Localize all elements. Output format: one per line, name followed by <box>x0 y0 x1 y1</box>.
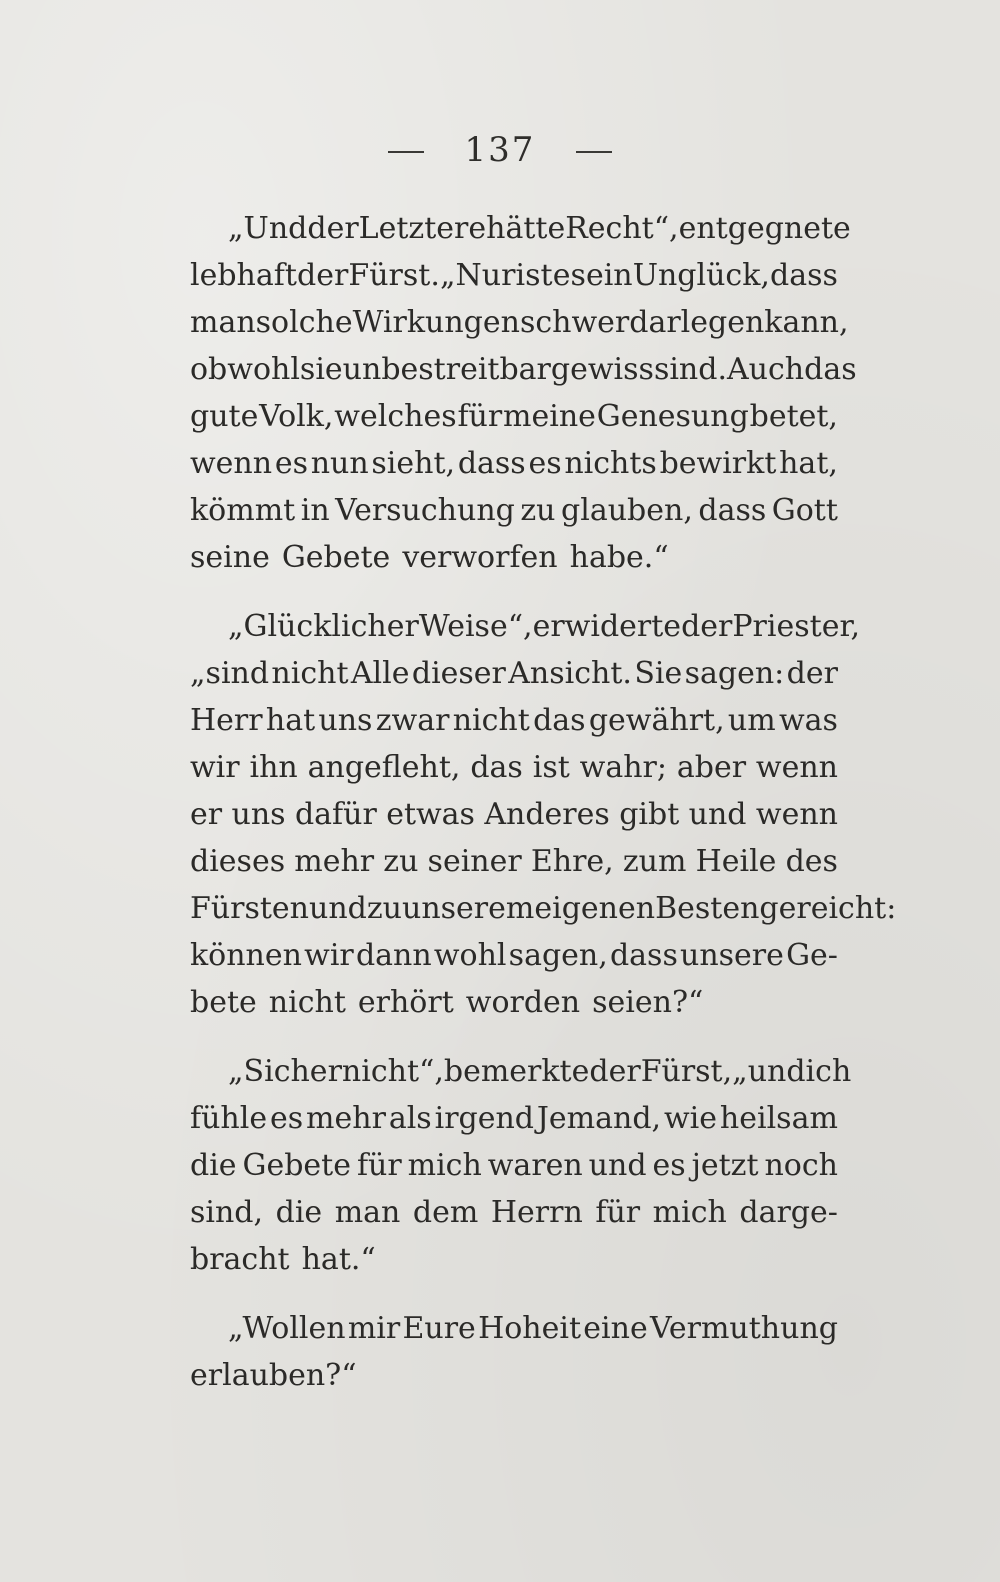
word: nicht“, <box>341 1054 444 1089</box>
word: waren <box>487 1148 583 1183</box>
word: Gebete <box>281 540 391 575</box>
word: das <box>804 352 857 387</box>
word: Gebete <box>242 1148 351 1183</box>
word: es <box>274 446 308 481</box>
word: sagen, <box>508 938 608 973</box>
word: dass <box>609 938 678 973</box>
word: dass <box>698 493 767 528</box>
word: sind. <box>653 352 727 387</box>
word: die <box>190 1148 237 1183</box>
text-line <box>190 393 838 440</box>
word: nicht <box>268 985 346 1020</box>
paragraph-gap <box>190 581 838 603</box>
text-line <box>190 1352 838 1399</box>
word: unsere <box>680 938 784 973</box>
text-line <box>190 346 857 393</box>
word: ihn <box>249 750 298 785</box>
word: Genesung <box>596 399 749 434</box>
word: er <box>190 797 223 832</box>
word: der <box>307 211 359 246</box>
word: „Glücklicher <box>228 609 419 644</box>
word: der <box>681 609 733 644</box>
word: kann, <box>764 305 849 340</box>
word: das <box>470 750 523 785</box>
word: wir <box>190 750 240 785</box>
text-line <box>190 791 838 838</box>
word: können <box>190 938 302 973</box>
word: uns <box>318 703 373 738</box>
word: zu <box>366 891 403 926</box>
word: Gott <box>771 493 838 528</box>
word: man <box>190 305 256 340</box>
word: glauben, <box>561 493 693 528</box>
word: Recht“, <box>565 211 679 246</box>
word: zu <box>383 844 419 879</box>
word: habe.“ <box>569 540 669 575</box>
page-number: 137 <box>464 130 536 170</box>
word: Vermuthung <box>649 1311 838 1346</box>
word: wenn <box>755 797 838 832</box>
word: kömmt <box>190 493 296 528</box>
word: sie <box>299 352 343 387</box>
paragraph-gap <box>190 1283 838 1305</box>
word: mich <box>652 1195 727 1230</box>
text-line <box>190 932 838 979</box>
word: nichts <box>564 446 657 481</box>
header-dash-right <box>576 151 612 153</box>
word: dass <box>457 446 526 481</box>
word: aber <box>676 750 747 785</box>
word: und <box>588 1148 647 1183</box>
word: des <box>785 844 838 879</box>
word: Alle <box>350 656 410 691</box>
word: wohl <box>433 938 507 973</box>
word: nicht <box>271 656 349 691</box>
word: es <box>652 1148 686 1183</box>
word: dafür <box>294 797 377 832</box>
word: zu <box>520 493 556 528</box>
word: Unglück, <box>632 258 770 293</box>
text-line <box>190 252 838 299</box>
word: Fürst, <box>640 1054 733 1089</box>
word: Hoheit <box>478 1311 582 1346</box>
word: und <box>309 891 367 926</box>
word: „und <box>732 1054 806 1089</box>
word: dieser <box>411 656 506 691</box>
word: „sind <box>190 656 270 691</box>
word: entgegnete <box>678 211 851 246</box>
word: Weise“, <box>418 609 533 644</box>
word: erhört <box>357 985 454 1020</box>
word: Fürst. <box>348 258 440 293</box>
word: gute <box>190 399 259 434</box>
word: wahr; <box>579 750 667 785</box>
word: „Nur <box>439 258 516 293</box>
word: angefleht, <box>307 750 461 785</box>
word: zum <box>622 844 687 879</box>
text-line <box>190 487 838 534</box>
word: mehr <box>294 844 375 879</box>
text-line <box>190 1236 838 1283</box>
word: „Sicher <box>228 1054 342 1089</box>
page-header <box>0 130 1000 170</box>
word: solche <box>255 305 353 340</box>
word: seine <box>190 540 270 575</box>
word: ein <box>585 258 633 293</box>
word: dass <box>770 258 838 293</box>
word: wenn <box>755 750 838 785</box>
word: etwas <box>386 797 475 832</box>
word: dieses <box>190 844 286 879</box>
word: darlegen <box>629 305 765 340</box>
text-line <box>190 1305 838 1352</box>
word: uns <box>231 797 286 832</box>
word: nun <box>310 446 369 481</box>
word: es <box>270 1101 304 1136</box>
text-line <box>190 1189 838 1236</box>
text-line <box>190 838 838 885</box>
word: sind, <box>190 1195 264 1230</box>
header-dash-left <box>388 151 424 153</box>
word: verworfen <box>402 540 558 575</box>
word: Auch <box>727 352 805 387</box>
word: Volk, <box>259 399 334 434</box>
word: fühle <box>190 1101 268 1136</box>
word: mich <box>407 1148 482 1183</box>
word: eigenen <box>534 891 656 926</box>
word: ich <box>805 1054 852 1089</box>
word: Eure <box>402 1311 476 1346</box>
word: um <box>727 703 776 738</box>
word: der <box>786 656 838 691</box>
word: Fürsten <box>190 891 310 926</box>
word: wenn <box>190 446 273 481</box>
word: erwiderte <box>532 609 682 644</box>
word: hat.“ <box>301 1242 376 1277</box>
word: für <box>356 1148 402 1183</box>
word: Besten <box>655 891 760 926</box>
body-text <box>190 205 897 1399</box>
word: „Und <box>228 211 308 246</box>
word: bracht <box>190 1242 290 1277</box>
word: seiner <box>427 844 522 879</box>
word: in <box>300 493 330 528</box>
text-line <box>190 205 851 252</box>
word: darge- <box>739 1195 838 1230</box>
word: zwar <box>375 703 450 738</box>
word: bewirkt <box>659 446 777 481</box>
word: dann <box>355 938 432 973</box>
word: es <box>528 446 562 481</box>
text-line <box>190 979 838 1026</box>
word: jetzt <box>691 1148 759 1183</box>
word: worden <box>465 985 581 1020</box>
word: wir <box>304 938 354 973</box>
word: gewiss <box>550 352 654 387</box>
word: für <box>457 399 503 434</box>
word: hätte <box>486 211 566 246</box>
word: es <box>552 258 586 293</box>
word: der <box>589 1054 641 1089</box>
word: mehr <box>306 1101 386 1136</box>
word: als <box>388 1101 432 1136</box>
word: erlauben?“ <box>190 1358 357 1393</box>
word: irgend <box>434 1101 535 1136</box>
word: wie <box>663 1101 718 1136</box>
text-line <box>190 885 897 932</box>
word: nicht <box>452 703 530 738</box>
word: bete <box>190 985 257 1020</box>
word: Sie <box>634 656 683 691</box>
word: obwohl <box>190 352 300 387</box>
word: Ge- <box>786 938 838 973</box>
word: Herr <box>190 703 263 738</box>
word: was <box>778 703 838 738</box>
word: hat <box>265 703 316 738</box>
word: eine <box>583 1311 648 1346</box>
paragraph-gap <box>190 1026 838 1048</box>
word: unbestreitbar <box>342 352 551 387</box>
word: sieht, <box>371 446 456 481</box>
word: Herrn <box>490 1195 583 1230</box>
word: Letztere <box>358 211 487 246</box>
word: Jemand, <box>536 1101 662 1136</box>
word: meine <box>503 399 596 434</box>
word: und <box>688 797 747 832</box>
text-line <box>190 744 838 791</box>
text-line <box>190 534 838 581</box>
word: lebhaft <box>190 258 297 293</box>
word: sagen: <box>684 656 785 691</box>
word: Priester, <box>732 609 861 644</box>
text-line <box>190 697 838 744</box>
word: man <box>334 1195 401 1230</box>
word: welches <box>334 399 457 434</box>
text-line <box>190 299 849 346</box>
word: Heile <box>695 844 777 879</box>
word: das <box>533 703 586 738</box>
text-line <box>190 650 838 697</box>
word: gereicht: <box>759 891 897 926</box>
word: betet, <box>749 399 838 434</box>
text-line <box>190 440 838 487</box>
word: für <box>595 1195 641 1230</box>
word: dem <box>412 1195 479 1230</box>
word: ist <box>532 750 570 785</box>
word: schwer <box>519 305 630 340</box>
word: gewährt, <box>588 703 725 738</box>
word: Ansicht. <box>508 656 632 691</box>
word: Wirkungen <box>352 305 520 340</box>
word: „Wollen <box>228 1311 346 1346</box>
word: bemerkte <box>443 1054 590 1089</box>
word: heilsam <box>719 1101 838 1136</box>
word: mir <box>347 1311 401 1346</box>
word: Versuchung <box>335 493 515 528</box>
word: gibt <box>619 797 680 832</box>
text-line <box>190 1048 852 1095</box>
word: der <box>297 258 349 293</box>
word: Anderes <box>484 797 610 832</box>
word: unserem <box>402 891 535 926</box>
word: noch <box>764 1148 838 1183</box>
word: hat, <box>779 446 838 481</box>
word: ist <box>515 258 553 293</box>
text-line <box>190 603 861 650</box>
text-line <box>190 1095 838 1142</box>
word: Ehre, <box>530 844 614 879</box>
word: die <box>275 1195 323 1230</box>
text-line <box>190 1142 838 1189</box>
word: seien?“ <box>592 985 704 1020</box>
